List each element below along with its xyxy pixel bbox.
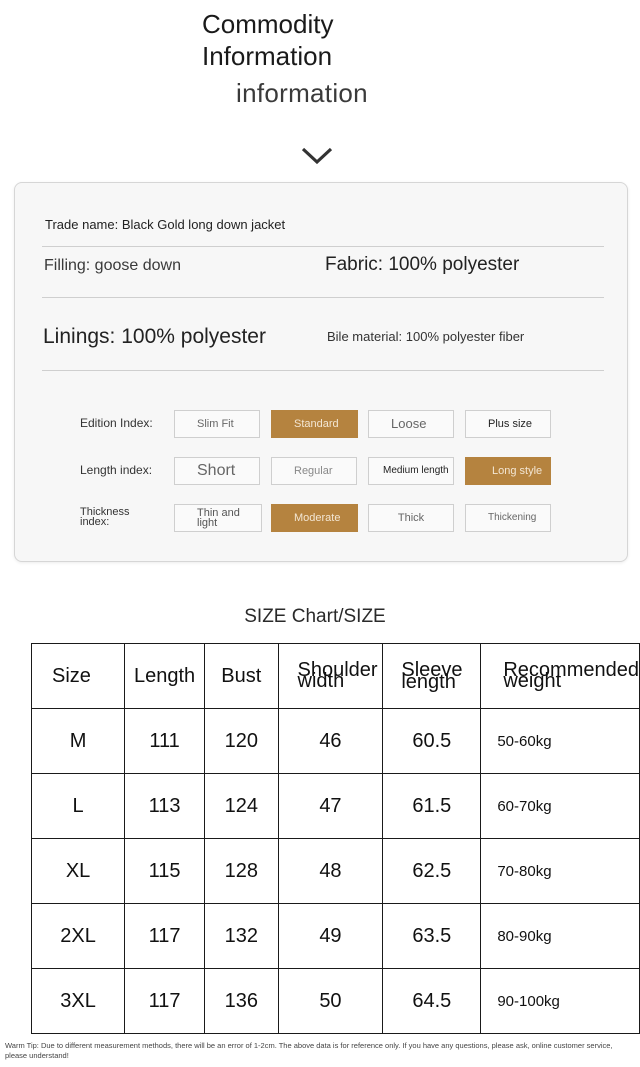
cell-shoulder: 46 bbox=[278, 709, 383, 774]
divider bbox=[42, 246, 604, 247]
cell-weight: 90-100kg bbox=[481, 969, 640, 1034]
cell-sleeve: 60.5 bbox=[383, 709, 481, 774]
size-chart-title: SIZE Chart/SIZE bbox=[244, 606, 386, 627]
divider bbox=[42, 297, 604, 298]
cell-sleeve: 61.5 bbox=[383, 774, 481, 839]
cell-size: XL bbox=[32, 839, 125, 904]
header-sleeve-length: Sleeve length bbox=[383, 644, 481, 709]
trade-name: Trade name: Black Gold long down jacket bbox=[45, 217, 286, 232]
cell-size: 2XL bbox=[32, 904, 125, 969]
cell-sleeve: 63.5 bbox=[383, 904, 481, 969]
cell-weight: 60-70kg bbox=[481, 774, 640, 839]
cell-weight: 70-80kg bbox=[481, 839, 640, 904]
edition-index-label: Edition Index: bbox=[80, 416, 153, 430]
table-row bbox=[32, 774, 640, 839]
cell-length: 111 bbox=[125, 709, 205, 774]
edition-option-loose[interactable]: Loose bbox=[368, 410, 454, 438]
edition-option-plus-size[interactable]: Plus size bbox=[465, 410, 551, 438]
chevron-down-icon bbox=[300, 144, 334, 166]
cell-bust: 132 bbox=[205, 904, 278, 969]
header-length: Length bbox=[125, 644, 205, 709]
cell-shoulder: 48 bbox=[278, 839, 383, 904]
length-index-label: Length index: bbox=[80, 463, 153, 477]
length-option-short[interactable]: Short bbox=[174, 457, 260, 485]
cell-bust: 136 bbox=[205, 969, 278, 1034]
cell-shoulder: 50 bbox=[278, 969, 383, 1034]
table-row bbox=[32, 969, 640, 1034]
table-row bbox=[32, 839, 640, 904]
header-size: Size bbox=[32, 644, 125, 709]
cell-weight: 80-90kg bbox=[481, 904, 640, 969]
cell-size: 3XL bbox=[32, 969, 125, 1034]
bile-material-info: Bile material: 100% polyester fiber bbox=[327, 329, 525, 344]
cell-length: 117 bbox=[125, 969, 205, 1034]
thickness-option-moderate[interactable]: Moderate bbox=[271, 504, 358, 532]
size-chart-table bbox=[31, 643, 640, 1034]
cell-shoulder: 47 bbox=[278, 774, 383, 839]
cell-bust: 120 bbox=[205, 709, 278, 774]
fabric-info: Fabric: 100% polyester bbox=[325, 254, 520, 275]
cell-length: 115 bbox=[125, 839, 205, 904]
length-option-regular[interactable]: Regular bbox=[271, 457, 357, 485]
thickness-option-thick[interactable]: Thick bbox=[368, 504, 454, 532]
page-title: Commodity Information bbox=[202, 9, 334, 71]
cell-bust: 128 bbox=[205, 839, 278, 904]
cell-size: M bbox=[32, 709, 125, 774]
header-recommended-weight: Recommended weight bbox=[481, 644, 640, 709]
cell-weight: 50-60kg bbox=[481, 709, 640, 774]
page-subtitle: information bbox=[236, 78, 368, 108]
size-chart-header-row bbox=[32, 644, 640, 709]
thickness-option-thickening[interactable]: Thickening bbox=[465, 504, 551, 532]
linings-info: Linings: 100% polyester bbox=[43, 325, 266, 348]
thickness-index-label: Thickness index: bbox=[80, 506, 130, 528]
cell-sleeve: 62.5 bbox=[383, 839, 481, 904]
divider bbox=[42, 370, 604, 371]
table-row bbox=[32, 709, 640, 774]
cell-bust: 124 bbox=[205, 774, 278, 839]
commodity-info-card bbox=[14, 182, 628, 562]
cell-shoulder: 49 bbox=[278, 904, 383, 969]
header-shoulder-width: Shoulder width bbox=[278, 644, 383, 709]
edition-option-standard[interactable]: Standard bbox=[271, 410, 358, 438]
header-bust: Bust bbox=[205, 644, 278, 709]
length-option-medium-length[interactable]: Medium length bbox=[368, 457, 454, 485]
cell-length: 113 bbox=[125, 774, 205, 839]
length-option-long-style[interactable]: Long style bbox=[465, 457, 551, 485]
thickness-option-thin-and-light[interactable]: Thin and light bbox=[174, 504, 262, 532]
edition-option-slim-fit[interactable]: Slim Fit bbox=[174, 410, 260, 438]
table-row bbox=[32, 904, 640, 969]
cell-size: L bbox=[32, 774, 125, 839]
cell-length: 117 bbox=[125, 904, 205, 969]
warm-tip: Warm Tip: Due to different measurement methods, there will be an error of 1-2cm. The above data is for reference only. If you have any questions, please ask, online customer service, please understand! bbox=[5, 1041, 613, 1060]
cell-sleeve: 64.5 bbox=[383, 969, 481, 1034]
filling-info: Filling: goose down bbox=[44, 257, 181, 274]
